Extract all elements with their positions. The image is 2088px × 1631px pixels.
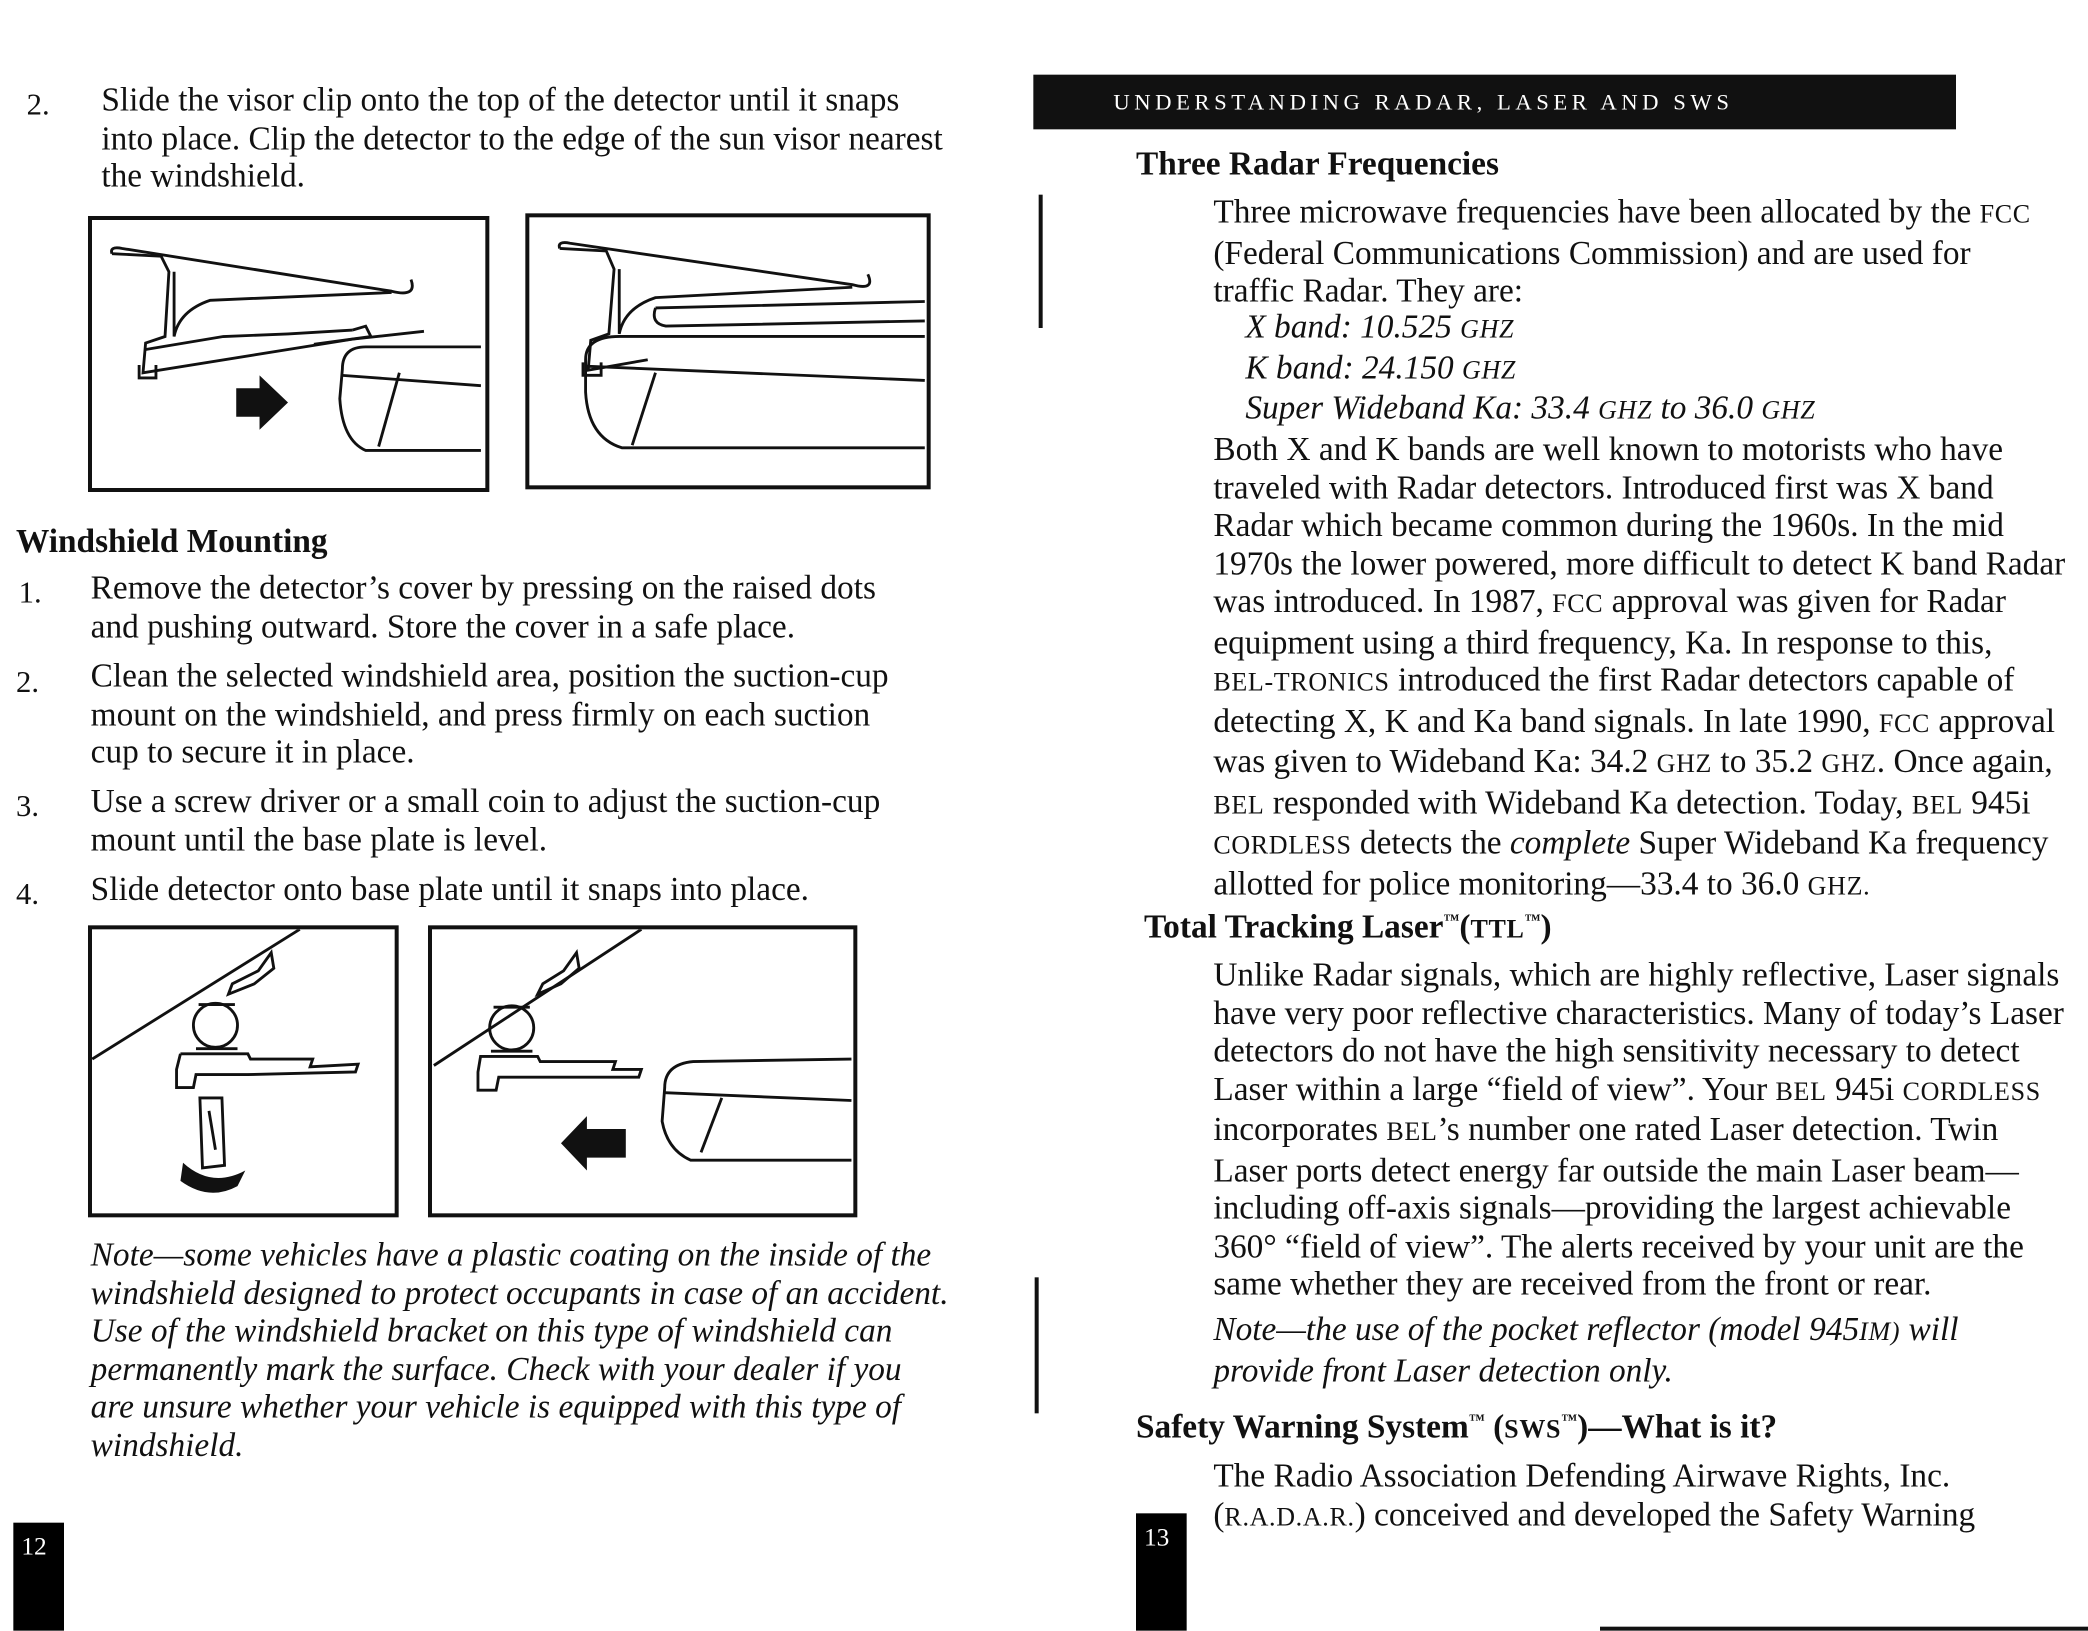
text-line: Remove the detector’s cover by pressing on the raised dots [90, 570, 876, 607]
text-line: Note—some vehicles have a plastic coating on the inside of the [90, 1237, 932, 1274]
step-number: 4. [15, 877, 39, 911]
change-bar [1035, 1277, 1039, 1413]
text-line: same whether they are received from the front or rear. [1213, 1266, 1932, 1303]
step-1-text [91, 571, 876, 647]
text-line: (R.A.D.A.R.) conceived and developed the Safety Warning [1213, 1496, 1976, 1533]
change-bar [1039, 195, 1043, 328]
page-number-tab [13, 1523, 64, 1631]
text-line: Slide the visor clip onto the top of the detector until it snaps [101, 82, 900, 119]
k-band: K band: 24.150 GHZ [1245, 349, 1517, 386]
text-line: Laser within a large “field of view”. Your BEL 945i CORDLESS [1213, 1071, 2041, 1108]
text-line: Use a screw driver or a small coin to adjust the suction-cup [90, 783, 881, 820]
windshield-mounting-heading: Windshield Mounting [15, 523, 328, 560]
text-line: traffic Radar. They are: [1213, 273, 1524, 310]
text-line: The Radio Association Defending Airwave Rights, Inc. [1213, 1458, 1951, 1495]
radar-frequencies-heading: Three Radar Frequencies [1135, 146, 1499, 183]
text-line: mount on the windshield, and press firmly on each suction [90, 696, 871, 733]
ka-band: Super Wideband Ka: 33.4 GHZ to 36.0 GHZ [1245, 390, 1816, 427]
text-line: BEL responded with Wideband Ka detection. Today, BEL 945i [1213, 784, 2031, 821]
text-line: mount until the base plate is level. [90, 821, 548, 858]
text-line: incorporates BEL’s number one rated Laser detection. Twin [1213, 1111, 1999, 1148]
text-line: detecting X, K and Ka band signals. In late 1990, FCC approval [1213, 703, 2056, 740]
step-4-text [91, 872, 809, 910]
text-line: was introduced. In 1987, FCC approval was given for Radar [1213, 583, 2006, 620]
text-line: and pushing outward. Store the cover in a safe place. [90, 608, 796, 645]
text-line: Three microwave frequencies have been allocated by the FCC [1213, 194, 2031, 231]
step-2-text [91, 659, 889, 773]
text-line: 360° “field of view”. The alerts received by your unit are the [1213, 1228, 2024, 1265]
visor-clip-illustration-2 [525, 213, 930, 489]
detector-base-plate-illustration [428, 925, 857, 1217]
page-number: 13 [1143, 1523, 1170, 1552]
text-line: detectors do not have the high sensitivity necessary to detect [1213, 1033, 2020, 1070]
step-number: 2. [26, 87, 50, 122]
radar-history [1213, 432, 2065, 907]
text-line: 1970s the lower powered, more difficult to detect K band Radar [1213, 545, 2066, 582]
text-line: Clean the selected windshield area, position the suction-cup [90, 658, 889, 695]
x-band: X band: 10.525 GHZ [1245, 309, 1515, 346]
text-line: Both X and K bands are well known to motorists who have [1213, 431, 2004, 468]
text-line: Unlike Radar signals, which are highly reflective, Laser signals [1213, 957, 2060, 994]
sws-body [1213, 1459, 1975, 1538]
text-line: permanently mark the surface. Check with your dealer if you [90, 1351, 902, 1388]
text-line: was given to Wideband Ka: 34.2 GHZ to 35.2 GHZ. Once again, [1213, 743, 2053, 780]
text-line: CORDLESS detects the complete Super Wideband Ka frequency [1213, 825, 2049, 862]
text-line: Radar which became common during the 1960s. In the mid [1213, 507, 2004, 544]
text-line: windshield. [90, 1427, 244, 1464]
step-number: 1. [18, 575, 42, 610]
text-line: the windshield. [101, 158, 306, 195]
text-line: BEL-TRONICS introduced the first Radar detectors capable of [1213, 662, 2015, 699]
page-number: 12 [21, 1533, 47, 1562]
windshield-note [91, 1237, 949, 1465]
visor-clip-illustration-1 [88, 216, 489, 492]
bottom-rule [1600, 1627, 2088, 1631]
step-number: 3. [15, 789, 39, 823]
sws-heading: Safety Warning System™ (SWS™)—What is it? [1135, 1409, 1778, 1446]
section-banner: UNDERSTANDING RADAR, LASER AND SWS [1033, 75, 1956, 130]
text-line: have very poor reflective characteristics. Many of today’s Laser [1213, 995, 2064, 1032]
text-line: windshield designed to protect occupants in case of an accident. [90, 1275, 949, 1312]
suction-mount-illustration [88, 925, 399, 1217]
text-line: provide front Laser detection only. [1213, 1352, 1673, 1389]
band-list [1245, 309, 1815, 431]
text-line: are unsure whether your vehicle is equipped with this type of [90, 1389, 902, 1426]
text-line: traveled with Radar detectors. Introduced first was X band [1213, 469, 1994, 506]
text-line: Note—the use of the pocket reflector (model 945IM) will [1213, 1311, 1959, 1348]
text-line: Laser ports detect energy far outside the main Laser beam— [1213, 1152, 2019, 1189]
visor-step-text [101, 83, 942, 197]
step-3-text [91, 784, 881, 860]
ttl-body [1213, 957, 2064, 1304]
text-line: Use of the windshield bracket on this type of windshield can [90, 1313, 893, 1350]
ttl-note [1213, 1312, 1958, 1391]
step-number: 2. [15, 665, 39, 699]
text-line: allotted for police monitoring—33.4 to 36.0 GHZ. [1213, 865, 1871, 902]
text-line: equipment using a third frequency, Ka. In response to this, [1213, 624, 1993, 661]
radar-intro [1213, 195, 2030, 312]
text-line: (Federal Communications Commission) and are used for [1213, 235, 1971, 272]
text-line: including off-axis signals—providing the largest achievable [1213, 1190, 2011, 1227]
text-line: Slide detector onto base plate until it snaps into place. [90, 871, 810, 908]
ttl-heading: Total Tracking Laser™(TTL™) [1143, 909, 1552, 946]
page-number-tab [1136, 1513, 1187, 1630]
text-line: into place. Clip the detector to the edge of the sun visor nearest [101, 120, 943, 157]
text-line: cup to secure it in place. [90, 734, 415, 771]
